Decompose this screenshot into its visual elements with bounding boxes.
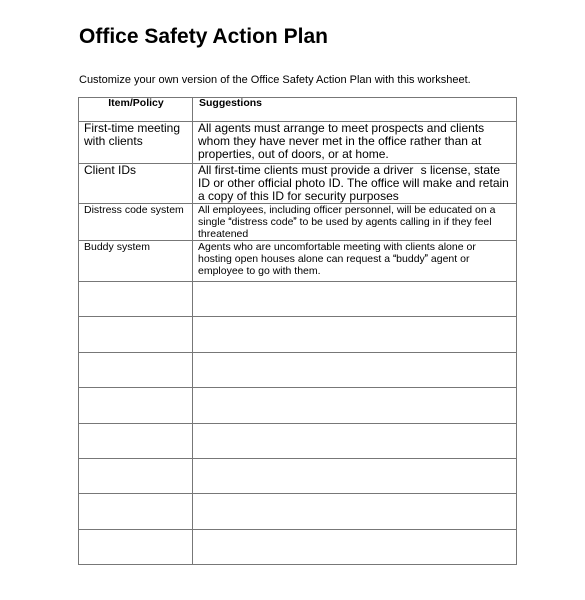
empty-row: [79, 423, 517, 458]
table-row: [79, 204, 517, 241]
document-title: Office Safety Action Plan: [79, 25, 328, 48]
empty-row: [79, 317, 517, 352]
table-row: [79, 122, 517, 164]
row-item: Buddy system: [79, 241, 193, 282]
row-suggestion: All agents must arrange to meet prospects and clients whom they have never met in the office rather than at properties, out of doors, or at home.: [193, 122, 517, 164]
empty-row: [79, 494, 517, 529]
row-suggestion: Agents who are uncomfortable meeting with clients alone or hosting open houses alone can request a buddy agent or employee to go with them.: [193, 241, 517, 282]
empty-item-cell: [79, 388, 193, 423]
empty-row: [79, 458, 517, 493]
empty-row: [79, 388, 517, 423]
empty-item-cell: [79, 529, 193, 564]
empty-item-cell: [79, 423, 193, 458]
empty-suggestion-cell: [193, 423, 517, 458]
empty-suggestion-cell: [193, 494, 517, 529]
empty-suggestion-cell: [193, 352, 517, 387]
row-suggestion: All first-time clients must provide a drivers license, state ID or other official photo ID. The office will make and retain a copy of this ID for security purposes: [193, 164, 517, 204]
empty-item-cell: [79, 282, 193, 317]
empty-row: [79, 282, 517, 317]
safety-plan-table: [78, 97, 517, 565]
header-item-policy: Item/Policy: [79, 98, 193, 122]
row-item: First-time meeting with clients: [79, 122, 193, 164]
empty-row: [79, 529, 517, 564]
empty-item-cell: [79, 352, 193, 387]
row-suggestion: All employees, including officer personnel, will be educated on a single distress code to be used by agents calling in if they feel threatened: [193, 204, 517, 241]
empty-row: [79, 352, 517, 387]
table-row: [79, 241, 517, 282]
empty-suggestion-cell: [193, 529, 517, 564]
document-intro: Customize your own version of the Office Safety Action Plan with this worksheet.: [79, 74, 471, 86]
empty-item-cell: [79, 317, 193, 352]
empty-item-cell: [79, 494, 193, 529]
empty-suggestion-cell: [193, 317, 517, 352]
table-header-row: [79, 98, 517, 122]
row-item: Client IDs: [79, 164, 193, 204]
empty-suggestion-cell: [193, 388, 517, 423]
empty-item-cell: [79, 458, 193, 493]
table-body: [79, 122, 517, 565]
header-suggestions: Suggestions: [193, 98, 517, 122]
empty-suggestion-cell: [193, 282, 517, 317]
table-row: [79, 164, 517, 204]
empty-suggestion-cell: [193, 458, 517, 493]
row-item: Distress code system: [79, 204, 193, 241]
